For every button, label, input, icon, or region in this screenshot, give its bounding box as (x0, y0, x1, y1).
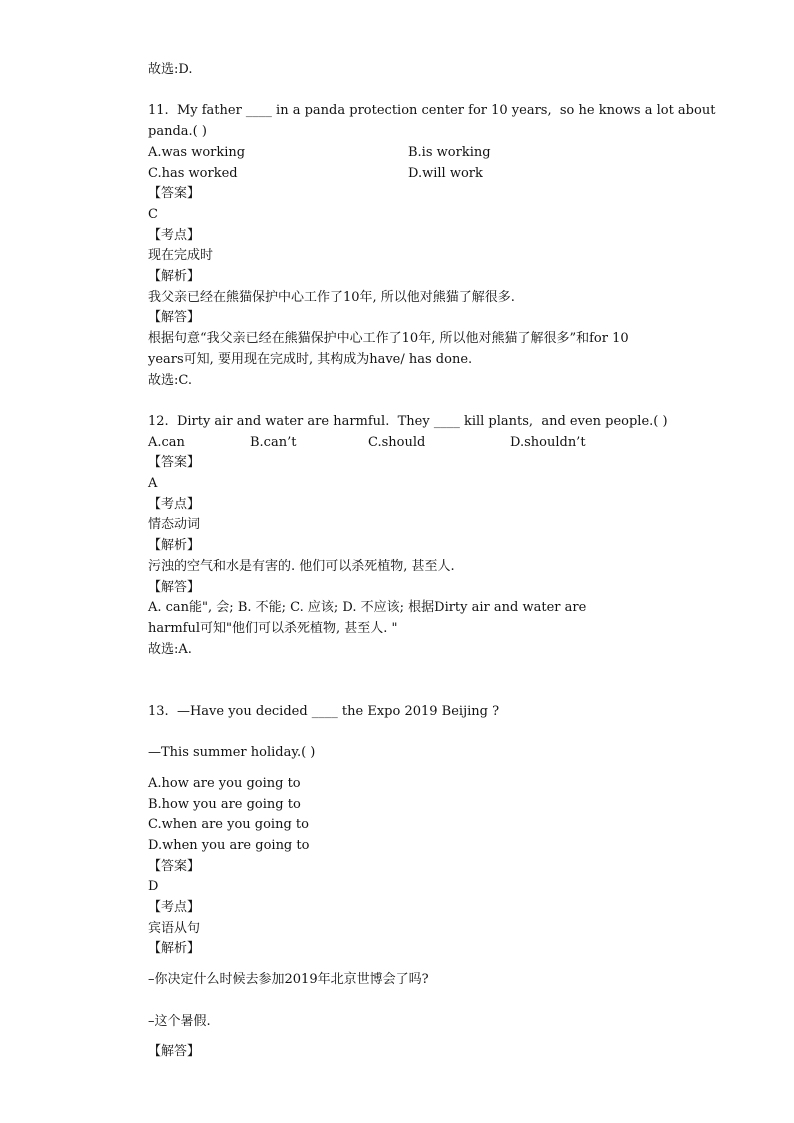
q13-answer-label: 【答案】 (148, 858, 201, 874)
q13-option-b: B.how you are going to (148, 796, 301, 812)
q13-analysis-line1: –你决定什么时候去参加2019年北京世博会了吗? (148, 972, 429, 988)
q13-stem-line1: 13. —Have you decided ____ the Expo 2019 Beijing ? (148, 703, 500, 719)
q11-analysis-label: 【解析】 (148, 269, 201, 285)
q11-analysis: 我父亲已经在熊猫保护中心工作了10年, 所以他对熊猫了解很多. (148, 289, 515, 305)
q13-option-a: A.how are you going to (148, 775, 301, 791)
q11-point: 现在完成时 (148, 248, 214, 264)
question-11 (148, 101, 716, 391)
q12-option-d: D.shouldn’t (510, 434, 586, 450)
q11-option-b: B.is working (408, 144, 491, 160)
q12-answer-label: 【答案】 (148, 455, 201, 471)
q13-point-label: 【考点】 (148, 900, 201, 916)
q11-answer-label: 【答案】 (148, 186, 201, 202)
q12-answer: A (148, 476, 158, 492)
q11-options-row1 (148, 143, 668, 164)
q12-point: 情态动词 (148, 517, 201, 533)
q13-analysis-line2: –这个暑假. (148, 1013, 211, 1029)
q11-stem-line1: 11. My father ____ in a panda protection center for 10 years, so he knows a lot about (148, 103, 716, 119)
q12-choice: 故选:A. (148, 641, 192, 657)
q11-point-label: 【考点】 (148, 227, 201, 243)
q12-point-label: 【考点】 (148, 496, 201, 512)
question-13 (148, 702, 668, 1063)
q13-answer: D (148, 879, 159, 895)
exam-document (148, 60, 716, 1063)
q11-solution-line2: years可知, 要用现在完成时, 其构成为have/ has done. (148, 351, 473, 367)
q13-solution-label: 【解答】 (148, 1044, 201, 1060)
q12-option-b: B.can’t (250, 434, 297, 450)
q12-analysis-label: 【解析】 (148, 538, 201, 554)
q13-stem-line2: —This summer holiday.( ) (148, 745, 316, 761)
q13-analysis-label: 【解析】 (148, 941, 201, 957)
question-12 (148, 412, 668, 660)
q11-choice: 故选:C. (148, 372, 192, 388)
q11-option-a: A.was working (148, 144, 246, 160)
q12-options-row (148, 433, 668, 454)
q12-analysis: 污浊的空气和水是有害的. 他们可以杀死植物, 甚至人. (148, 558, 455, 574)
q12-option-c: C.should (368, 434, 426, 450)
q12-solution-line1: A. can能", 会; B. 不能; C. 应该; D. 不应该; 根据Dirty air and water are (148, 600, 587, 616)
q13-option-d: D.when you are going to (148, 837, 310, 853)
q12-solution-label: 【解答】 (148, 579, 201, 595)
q11-solution-label: 【解答】 (148, 310, 201, 326)
q12-option-a: A.can (148, 434, 185, 450)
q13-point: 宾语从句 (148, 920, 201, 936)
q11-stem-line2: panda.( ) (148, 124, 207, 140)
q11-answer: C (148, 206, 158, 222)
q12-stem: 12. Dirty air and water are harmful. They ____ kill plants, and even people.( ) (148, 413, 668, 429)
q11-option-d: D.will work (408, 165, 483, 181)
prev-answer-choice: 故选:D. (148, 62, 193, 77)
q13-option-c: C.when are you going to (148, 817, 309, 833)
q12-solution-line2: harmful可知"他们可以杀死植物, 甚至人. " (148, 620, 398, 636)
q11-options-row2 (148, 164, 668, 185)
q11-solution-line1: 根据句意“我父亲已经在熊猫保护中心工作了10年, 所以他对熊猫了解很多”和for 10 (148, 331, 629, 347)
q11-option-c: C.has worked (148, 165, 238, 181)
